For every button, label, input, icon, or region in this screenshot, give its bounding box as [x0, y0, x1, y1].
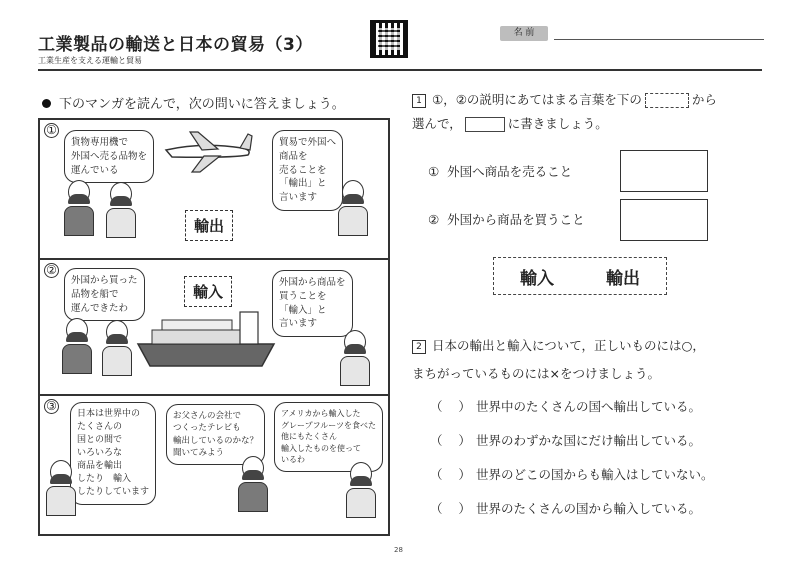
answer-paren[interactable]	[430, 465, 476, 483]
paren-close: ）	[458, 501, 471, 516]
item-text: 世界中のたくさんの国へ輸出している。	[476, 399, 702, 414]
question-text: 日本の輸出と輸入について，正しいものには○，	[432, 338, 705, 353]
question-item	[428, 162, 572, 180]
paren-open: （	[430, 399, 443, 414]
panel-number: ②	[44, 263, 59, 278]
question-2	[412, 332, 782, 387]
import-label: 輸入	[184, 276, 232, 307]
instruction-text: 下のマンガを読んで，次の問いに答えましょう。	[59, 97, 345, 112]
panel-number: ③	[44, 399, 59, 414]
manga-panel-3	[40, 396, 388, 534]
question-text: から	[691, 92, 717, 107]
cargo-plane-icon	[162, 128, 254, 174]
question-1	[412, 88, 772, 136]
girl-character	[346, 476, 376, 518]
qr-code-icon[interactable]	[370, 20, 408, 58]
choices-ref-box	[645, 93, 689, 108]
page-number: 28	[394, 546, 403, 554]
answer-box-2[interactable]	[620, 199, 708, 241]
word-choices-box	[493, 257, 667, 295]
paren-open: （	[430, 433, 443, 448]
speech-bubble: 外国から商品を 買うことを 「輸入」と 言います	[272, 270, 353, 337]
item-text: 世界のたくさんの国から輸入している。	[476, 501, 702, 516]
answer-paren[interactable]	[430, 397, 476, 415]
answer-paren[interactable]	[430, 431, 476, 449]
speech-bubble: 貿易で外国へ 商品を 売ることを 「輸出」と 言います	[272, 130, 343, 211]
true-false-item	[430, 397, 701, 415]
paren-open: （	[430, 467, 443, 482]
question-text: ①，②の説明にあてはまる言葉を下の	[432, 92, 642, 107]
item-text: 外国へ商品を売ること	[447, 164, 573, 179]
choice-import: 輸入	[520, 268, 554, 289]
question-number: 1	[412, 94, 426, 108]
speech-bubble: 日本は世界中の たくさんの 国との間で いろいろな 商品を輸出 したり 輸入 したりしています	[70, 402, 156, 505]
question-number: 2	[412, 340, 426, 354]
choice-export: 輸出	[606, 268, 640, 289]
question-text: まちがっているものには×をつけましょう。	[412, 365, 660, 381]
page-title: 工業製品の輸送と日本の貿易（3）	[38, 35, 313, 55]
paren-close: ）	[458, 467, 471, 482]
item-text: 世界のどこの国からも輸入はしていない。	[476, 467, 714, 482]
speech-bubble: アメリカから輸入した グレープフルーツを食べた 他にもたくさん 輸入したものを使って いるわ	[274, 402, 383, 472]
cargo-ship-icon	[136, 310, 276, 372]
question-text: 選んで，	[412, 115, 462, 131]
manga-comic	[38, 118, 390, 536]
true-false-item	[430, 465, 714, 483]
instruction	[42, 93, 345, 112]
page-subtitle: 工業生産を支える運輸と貿易	[38, 56, 142, 65]
question-text: に書きましょう。	[507, 115, 608, 131]
teacher-character	[46, 474, 76, 516]
girl-character	[102, 334, 132, 376]
manga-panel-1	[40, 120, 388, 260]
boy-character	[238, 470, 268, 512]
paren-close: ）	[458, 399, 471, 414]
item-number: ①	[428, 164, 440, 179]
header-divider	[38, 69, 762, 71]
manga-panel-2	[40, 260, 388, 396]
teacher-character	[340, 344, 370, 386]
name-line	[554, 39, 764, 40]
speech-bubble: 外国から買った 品物を船で 運んできたわ	[64, 268, 145, 321]
girl-character	[106, 196, 136, 238]
item-text: 世界のわずかな国にだけ輸出している。	[476, 433, 702, 448]
answer-paren[interactable]	[430, 499, 476, 517]
true-false-item	[430, 499, 701, 517]
name-label: 名 前	[500, 26, 548, 41]
answer-box-1[interactable]	[620, 150, 708, 192]
boy-character	[62, 332, 92, 374]
speech-bubble: お父さんの会社で つくったテレビも 輸出しているのかな？ 聞いてみよう	[166, 404, 265, 465]
speech-bubble: 貨物専用機で 外国へ売る品物を 運んでいる	[64, 130, 154, 183]
name-field[interactable]	[500, 26, 760, 42]
bullet-icon	[42, 99, 51, 108]
paren-open: （	[430, 501, 443, 516]
item-text: 外国から商品を買うこと	[447, 212, 585, 227]
paren-close: ）	[458, 433, 471, 448]
item-number: ②	[428, 212, 440, 227]
panel-number: ①	[44, 123, 59, 138]
export-label: 輸出	[185, 210, 233, 241]
teacher-character	[338, 194, 368, 236]
boy-character	[64, 194, 94, 236]
true-false-item	[430, 431, 701, 449]
answer-ref-box	[465, 117, 505, 132]
question-item	[428, 210, 585, 228]
